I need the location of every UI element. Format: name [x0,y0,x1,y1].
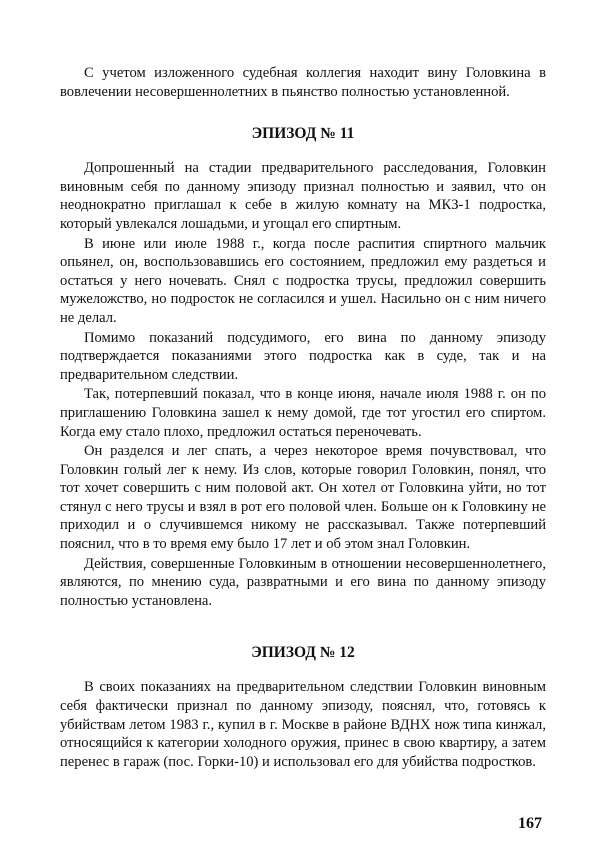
intro-paragraph: С учетом изложенного судебная коллегия находит вину Головкина в вовлечении несовершеннолетних в пьянство полностью установленной. [60,65,546,100]
episode-11-heading: ЭПИЗОД № 11 [251,125,355,143]
episode-12-paragraph: В своих показаниях на предварительном следствии Головкин виновным себя фактически признал по данному эпизоду, пояснял, что, готовясь к убийствам летом 1983 г., купил в г. Москве в районе ВДНХ нож типа кинжал, относящийся к категории холодного оружия, принес в свою квартиру, а затем перенес в гараж (пос. Горки-10) и использовал его для убийства подростков. [60,679,546,770]
episode-11-paragraph: Так, потерпевший показал, что в конце июня, начале июля 1988 г. он по приглашению Головкина зашел к нему домой, где тот угостил его спиртом. Когда ему стало плохо, предложил остаться переночевать. [60,386,546,440]
document-page [60,64,546,771]
episode-11-paragraph: Действия, совершенные Головкиным в отношении несовершеннолетнего, являются, по мнению суда, развратными и его вина по данному эпизоду полностью установлена. [60,555,546,609]
episode-11-paragraph: Допрошенный на стадии предварительного расследования, Головкин виновным себя по данному эпизоду признал полностью и заявил, что он неоднократно приглашал к себе в жилую комнату на МКЗ-1 подростка, который увлекался лошадьми, и угощал его спиртным. [60,160,546,232]
page-number: 167 [518,815,542,832]
episode-12-heading: ЭПИЗОД № 12 [251,644,355,662]
episode-11-paragraph: Он разделся и лег спать, а через некоторое время почувствовал, что Головкин голый лег к нему. Из слов, которые говорил Головкин, понял, что тот хочет совершить с ним половой акт. Он хотел от Головкина уйти, но тот стянул с него трусы и взял в рот его половой член. Больше он к Головкину не приходил и о случившемся никому не рассказывал. Также потерпевший пояснил, что в то время ему было 17 лет и об этом знал Головкин. [60,443,546,553]
episode-11-paragraph: В июне или июле 1988 г., когда после распития спиртного мальчик опьянел, он, воспользовавшись его состоянием, предложил ему раздеться и остаться у него ночевать. Снял с подростка трусы, предложил совершить мужеложство, но подросток не согласился и ушел. Насильно он с ним ничего не делал. [60,235,546,326]
episode-11-paragraph: Помимо показаний подсудимого, его вина по данному эпизоду подтверждается показаниями этого подростка как в суде, так и на предварительном следствии. [60,329,546,383]
